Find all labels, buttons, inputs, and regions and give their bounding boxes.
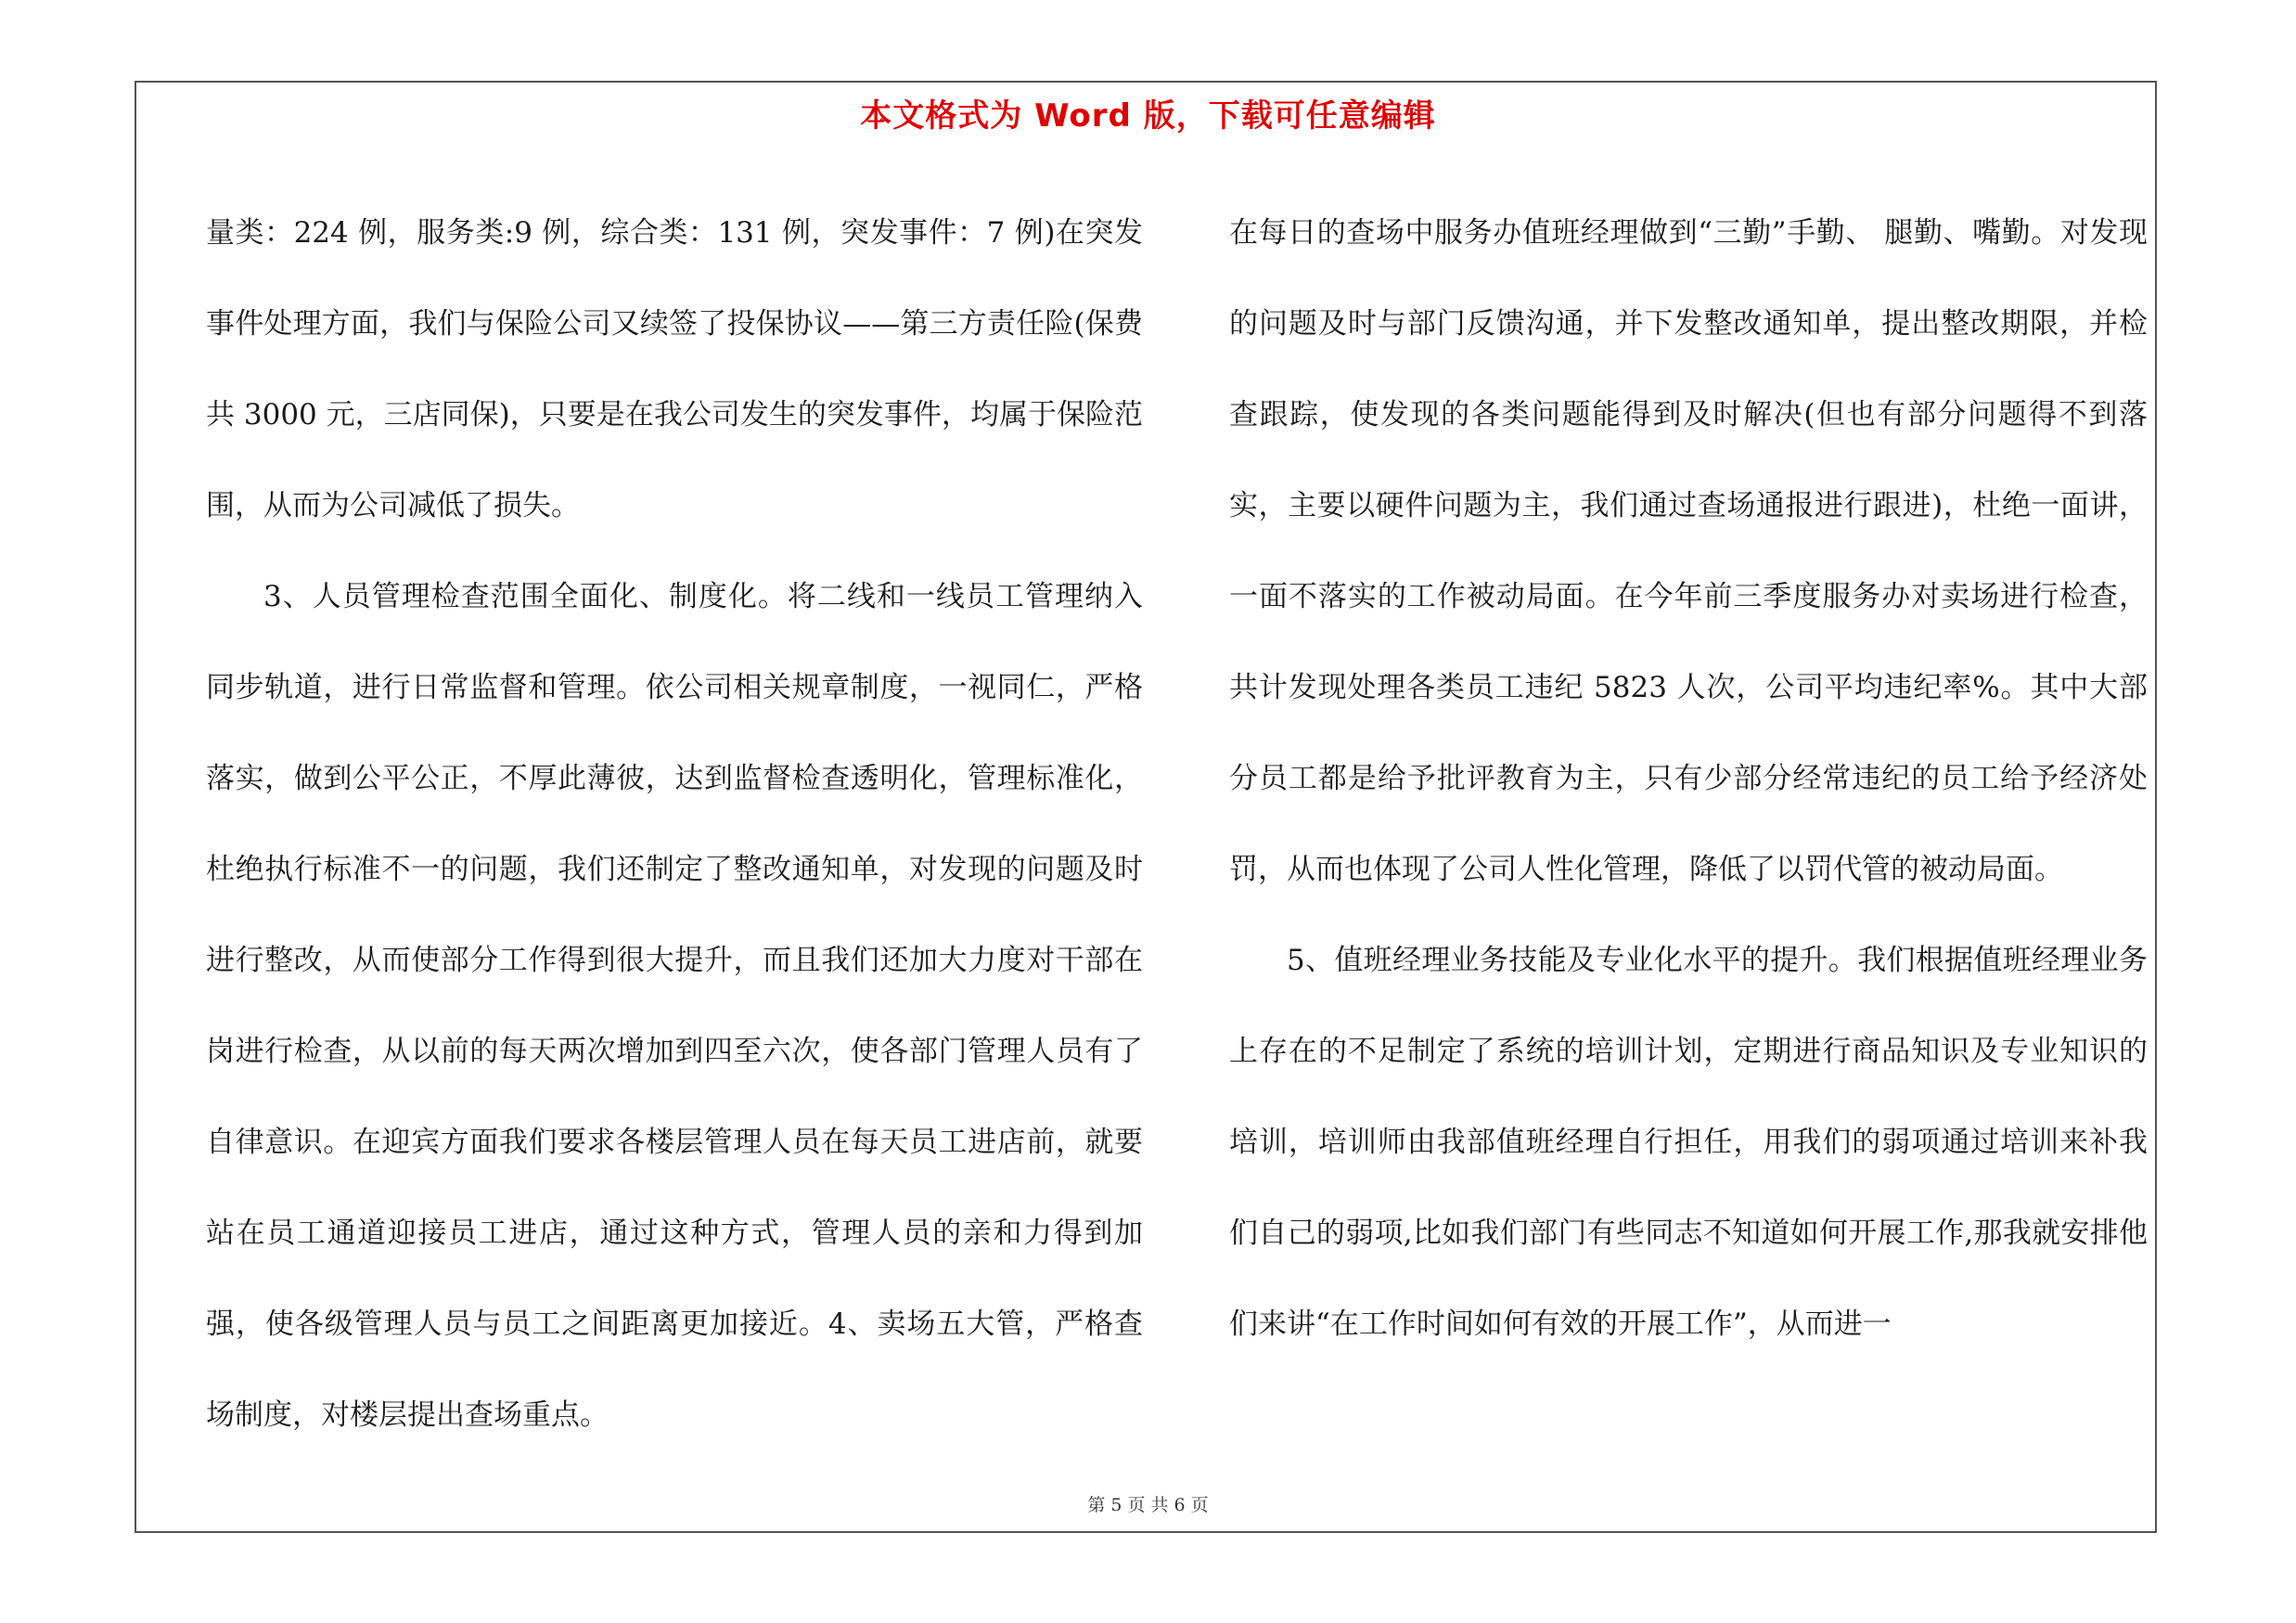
left-column: [206, 187, 1143, 1461]
format-banner: 本文格式为 Word 版，下载可任意编辑: [860, 97, 1436, 135]
paragraph: 5、值班经理业务技能及专业化水平的提升。我们根据值班经理业务上存在的不足制定了系统的培训计划，定期进行商品知识及专业知识的培训，培训师由我部值班经理自行担任，用我们的弱项通过培训来补我们自己的弱项,比如我们部门有些同志不知道如何开展工作,那我就安排他们来讲“在工作时间如何有效的开展工作”，从而进一: [1229, 944, 2148, 1341]
right-column: [1229, 187, 2148, 1370]
paragraph: 量类：224 例，服务类:9 例，综合类：131 例，突发事件：7 例)在突发事件处理方面，我们与保险公司又续签了投保协议——第三方责任险(保费共 3000 元，三店同保)，只要是在我公司发生的突发事件，均属于保险范围，从而为公司减低了损失。: [206, 216, 1143, 522]
paragraph: 在每日的查场中服务办值班经理做到“三勤”手勤、 腿勤、嘴勤。对发现的问题及时与部门反馈沟通，并下发整改通知单，提出整改期限，并检查跟踪，使发现的各类问题能得到及时解决(但也有部分问题得不到落实，主要以硬件问题为主，我们通过查场通报进行跟进)，杜绝一面讲，一面不落实的工作被动局面。在今年前三季度服务办对卖场进行检查，共计发现处理各类员工违纪 5823 人次，公司平均违纪率%。其中大部分员工都是给予批评教育为主，只有少部分经常违纪的员工给予经济处罚，从而也体现了公司人性化管理，降低了以罚代管的被动局面。: [1229, 216, 2148, 886]
page-number-footer: 第 5 页 共 6 页: [1087, 1495, 1209, 1515]
paragraph: 3、人员管理检查范围全面化、制度化。将二线和一线员工管理纳入同步轨道，进行日常监督和管理。依公司相关规章制度，一视同仁，严格落实，做到公平公正，不厚此薄彼，达到监督检查透明化，管理标准化，杜绝执行标准不一的问题，我们还制定了整改通知单，对发现的问题及时进行整改，从而使部分工作得到很大提升，而且我们还加大力度对干部在岗进行检查，从以前的每天两次增加到四至六次，使各部门管理人员有了自律意识。在迎宾方面我们要求各楼层管理人员在每天员工进店前，就要站在员工通道迎接员工进店，通过这种方式，管理人员的亲和力得到加强，使各级管理人员与员工之间距离更加接近。4、卖场五大管，严格查场制度，对楼层提出查场重点。: [206, 580, 1143, 1432]
